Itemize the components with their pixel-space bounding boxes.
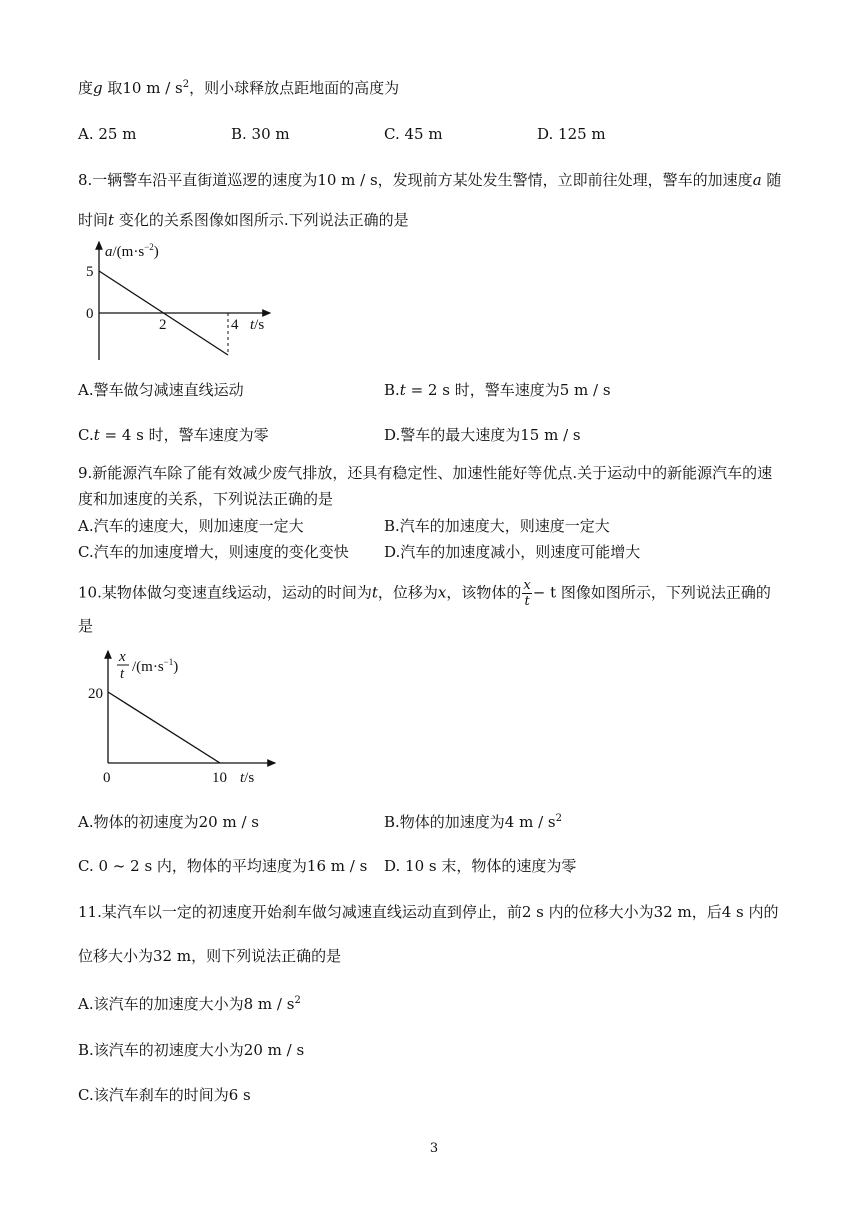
q7-stem-tail: [78, 78, 399, 98]
q11-option-a-sup: 2: [294, 995, 301, 1006]
y-axis-label: $a/(m\cdot s^{-2})$: [105, 242, 159, 260]
acceleration-time-graph: [80, 238, 280, 368]
x-axis-label: t/s: [240, 770, 255, 786]
q9-option-c: C.汽车的加速度增大，则速度的变化变快: [78, 543, 349, 561]
q7-option-d: D. 125 m: [537, 125, 606, 143]
q10-fraction: [522, 578, 531, 609]
q10-frac-den: t: [524, 594, 530, 609]
y-tick-5: 5: [86, 264, 94, 280]
q10-frac-num: x: [523, 578, 531, 593]
q7-text-mid: 取10 m / s: [102, 79, 183, 97]
x-over-t-time-graph: [85, 645, 285, 790]
q10-text: 10.某物体做匀变速直线运动，运动的时间为: [78, 583, 372, 602]
q10-option-c-text: C. 0 ~ 2 s 内，物体的平均速度为16 m / s: [78, 857, 368, 875]
q10-option-c: [78, 856, 367, 876]
y-label-num: x: [119, 649, 126, 665]
q8-text2: 时间: [78, 211, 109, 229]
q10-option-b-sup: 2: [555, 813, 562, 824]
q10-t-var: t: [371, 583, 378, 602]
q10-x-var: x: [437, 583, 447, 602]
q11-stem-line2: 位移大小为32 m，则下列说法正确的是: [78, 947, 342, 965]
q9-option-b: B.汽车的加速度大，则速度一定大: [384, 517, 610, 535]
q7-sup: 2: [182, 79, 190, 90]
q8-option-b: [384, 380, 611, 400]
q9-stem-line1: 9.新能源汽车除了能有效减少废气排放，还具有稳定性、加速性能好等优点.关于运动中的新能源汽车的速: [78, 464, 773, 482]
q8-option-d: [384, 425, 581, 445]
q10-stem-line1: [78, 578, 771, 609]
y-label-den: t: [120, 666, 125, 682]
q7-text-post: ，则小球释放点距地面的高度为: [189, 79, 400, 97]
q8-option-b-var: t: [399, 381, 406, 399]
q8-option-c: [78, 425, 269, 445]
y-tick-20: 20: [88, 686, 103, 702]
q7-g-var: g: [93, 79, 103, 97]
x-tick-2: 2: [159, 317, 167, 333]
q8-option-a: [78, 380, 244, 400]
y-label-unit: $/(m\cdot s^{-1})$: [132, 657, 179, 675]
q8-a-var: a: [752, 171, 762, 189]
x-tick-4: 4: [231, 317, 239, 333]
q9-option-a: A.汽车的速度大，则加速度一定大: [78, 517, 304, 535]
q10-option-b-text: B.物体的加速度为4 m / s: [384, 813, 556, 831]
q10-text-mid: ，位移为: [377, 583, 438, 602]
q11-option-a: [78, 994, 301, 1014]
q8-option-a-text: A.警车做匀减速直线运动: [78, 381, 244, 399]
q10-stem-line2: 是: [78, 617, 94, 635]
page-number: 3: [429, 1141, 439, 1156]
q8-text2-post: 变化的关系图像如图所示.下列说法正确的是: [114, 211, 409, 229]
data-line: [108, 692, 220, 763]
q11-stem-line1: 11.某汽车以一定的初速度开始刹车做匀减速直线运动直到停止，前2 s 内的位移大小为32 m，后4 s 内的: [78, 903, 779, 921]
q10-text-post: − t 图像如图所示，下列说法正确的: [532, 583, 771, 602]
q10-option-b: [384, 812, 562, 832]
q8-option-b-text: = 2 s 时，警车速度为5 m / s: [405, 381, 611, 399]
q7-text: 度: [78, 79, 94, 97]
q10-option-a: [78, 812, 259, 832]
q8-stem-line1: [78, 170, 781, 190]
q7-option-b: B. 30 m: [231, 125, 290, 143]
q8-option-c-text: = 4 s 时，警车速度为零: [99, 426, 269, 444]
q10-text-mid2: ，该物体的: [446, 583, 522, 602]
q8-t-var: t: [108, 211, 115, 229]
q9-stem-line2: 度和加速度的关系，下列说法正确的是: [78, 490, 334, 508]
x-tick-10: 10: [212, 770, 227, 786]
q8-stem-line2: [78, 210, 409, 230]
q8-text: 8.一辆警车沿平直街道巡逻的速度为10 m / s，发现前方某处发生警情，立即前往处理，警车的加速度: [78, 171, 753, 189]
origin-label: 0: [86, 306, 94, 322]
q10-option-d: [384, 856, 576, 876]
q7-option-a: A. 25 m: [78, 125, 137, 143]
q8-option-c-prefix: C.: [78, 426, 94, 444]
q9-option-d: D.汽车的加速度减小，则速度可能增大: [384, 543, 641, 561]
q7-option-c: C. 45 m: [384, 125, 443, 143]
q11-option-b: B.该汽车的初速度大小为20 m / s: [78, 1041, 305, 1059]
q8-text-post: 随: [761, 171, 782, 189]
q8-option-d-text: D.警车的最大速度为15 m / s: [384, 426, 581, 444]
x-axis-label: t/s: [250, 317, 265, 333]
q11-option-c: C.该汽车刹车的时间为6 s: [78, 1086, 251, 1104]
q8-option-b-prefix: B.: [384, 381, 400, 399]
origin-label: 0: [103, 770, 111, 786]
q10-option-d-text: D. 10 s 末，物体的速度为零: [384, 857, 577, 875]
q8-option-c-var: t: [93, 426, 100, 444]
q11-option-a-text: A.该汽车的加速度大小为8 m / s: [78, 995, 295, 1013]
q10-option-a-text: A.物体的初速度为20 m / s: [78, 813, 259, 831]
